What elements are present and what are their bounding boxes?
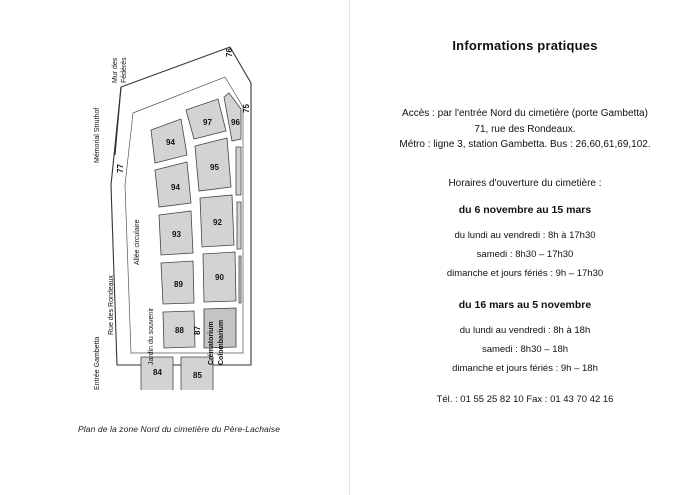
- access-info: [350, 106, 700, 153]
- map-division-number: 95: [210, 163, 219, 172]
- map-division-number: 88: [175, 326, 184, 335]
- map-division-number: 84: [153, 368, 162, 377]
- season-line: samedi : 8h30 – 18h: [481, 344, 569, 355]
- map-label-mur2: Fédérés: [121, 57, 128, 83]
- map-division-number: 94: [171, 183, 180, 192]
- map-label-colombarium: Colombarium: [218, 319, 225, 365]
- hours-intro: Horaires d'ouverture du cimetière :: [448, 178, 602, 189]
- map-label-allee: Allée circulaire: [134, 219, 141, 265]
- map-label-crematorium: Crématorium: [208, 321, 215, 365]
- map-road-number: 76: [225, 48, 234, 57]
- map-division-number: 96: [231, 118, 240, 127]
- map-division-number: 94: [166, 138, 175, 147]
- map-road-number: 75: [242, 104, 251, 113]
- opening-hours: [350, 178, 700, 405]
- map-block: [224, 93, 241, 141]
- map-label-rue-rondeaux: Rue des Rondeaux: [108, 275, 115, 335]
- access-line: Métro : ligne 3, station Gambetta. Bus : 26,60,61,69,102.: [399, 139, 651, 150]
- map-block: [239, 256, 241, 303]
- map-label-memorial: Mémorial Struthof: [94, 107, 101, 163]
- page-title: Informations pratiques: [452, 38, 598, 53]
- map-block: [236, 147, 241, 195]
- season-title: du 16 mars au 5 novembre: [458, 299, 592, 311]
- season-winter: [350, 204, 700, 283]
- season-summer: [350, 299, 700, 378]
- left-page-map: [0, 0, 349, 495]
- season-line: dimanche et jours fériés : 9h – 18h: [452, 363, 598, 374]
- season-title: du 6 novembre au 15 mars: [458, 204, 592, 216]
- map-division-number: 93: [172, 230, 181, 239]
- season-line: samedi : 8h30 – 17h30: [476, 249, 574, 260]
- cemetery-map: [55, 35, 295, 390]
- access-line: 71, rue des Rondeaux.: [474, 123, 576, 135]
- season-line: du lundi au vendredi : 8h à 18h: [459, 325, 591, 336]
- map-road-number: 77: [116, 164, 125, 173]
- map-label-entree: Entrée Gambetta: [94, 336, 101, 390]
- contact-phone: Tél. : 01 55 25 82 10 Fax : 01 43 70 42 16: [436, 394, 614, 405]
- map-division-number: 89: [174, 280, 183, 289]
- map-division-number: 97: [203, 118, 212, 127]
- season-line: dimanche et jours fériés : 9h – 17h30: [446, 268, 604, 279]
- map-label-jardin: Jardin du souvenir: [148, 307, 155, 365]
- map-division-number: 87: [193, 326, 202, 335]
- map-wall-path: [115, 87, 121, 155]
- season-line: du lundi au vendredi : 8h à 17h30: [454, 230, 596, 241]
- map-division-number: 85: [193, 371, 202, 380]
- right-page-info: [350, 0, 700, 495]
- map-division-number: 92: [213, 218, 222, 227]
- map-label-mur: Mur des: [112, 57, 119, 83]
- map-division-number: 90: [215, 273, 224, 282]
- access-line: Accès : par l'entrée Nord du cimetière (porte Gambetta): [402, 108, 648, 119]
- map-block: [237, 202, 241, 249]
- map-caption: Plan de la zone Nord du cimetière du Père-Lachaise: [78, 424, 281, 434]
